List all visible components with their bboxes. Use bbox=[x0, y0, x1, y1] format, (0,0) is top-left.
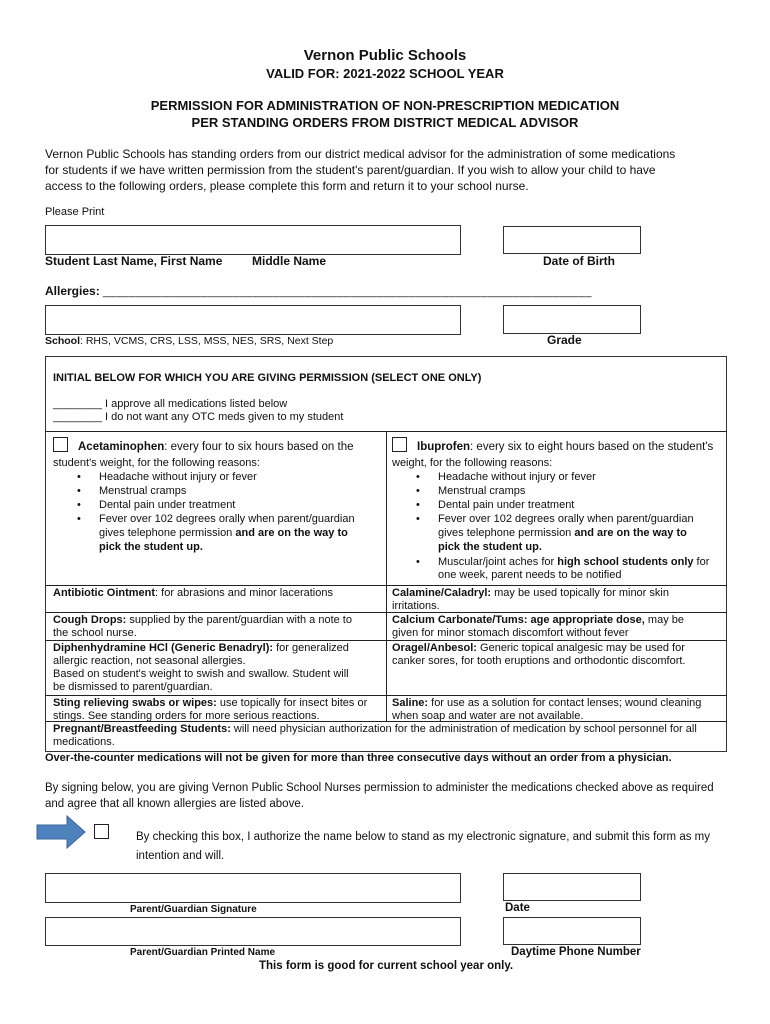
valid-year: VALID FOR: 2021-2022 SCHOOL YEAR bbox=[266, 66, 504, 81]
sting-desc2: stings. See standing orders for more serious reactions. bbox=[53, 710, 320, 722]
grade-input[interactable] bbox=[503, 305, 641, 334]
ibuprofen-reasons bbox=[392, 470, 724, 526]
preg-name: Pregnant/Breastfeeding Students: bbox=[53, 723, 231, 735]
oragel-name: Oragel/Anbesol: bbox=[392, 642, 477, 654]
saline-desc: for use as a solution for contact lenses; wound cleaning bbox=[428, 697, 702, 709]
form-title-line1: PERMISSION FOR ADMINISTRATION OF NON-PRESCRIPTION MEDICATION bbox=[150, 98, 620, 113]
reason-item: • Dental pain under treatment bbox=[392, 498, 724, 512]
auth-line: intention and will. bbox=[136, 850, 225, 862]
acetaminophen-cont bbox=[53, 526, 383, 554]
antibiotic-name: Antibiotic Ointment bbox=[53, 587, 156, 599]
acetaminophen-section bbox=[53, 437, 383, 554]
ibuprofen-cont1b: and are on the way to bbox=[571, 527, 687, 539]
saline-name: Saline: bbox=[392, 697, 429, 709]
diphen-name: Diphenhydramine HCl (Generic Benadryl): bbox=[53, 642, 274, 654]
acetaminophen-reasons bbox=[53, 470, 383, 526]
parent-signature-input[interactable] bbox=[45, 873, 461, 903]
preg-desc2: medications. bbox=[53, 736, 115, 748]
permission-heading: INITIAL BELOW FOR WHICH YOU ARE GIVING PERMISSION (SELECT ONE ONLY) bbox=[53, 372, 482, 384]
intro-line: for students if we have written permission from the student's parent/guardian. If you wish to allow your child to have bbox=[45, 163, 656, 177]
preg-desc: will need physician authorization for the administration of medication by school personnel for all bbox=[230, 723, 697, 735]
decline-otc-option[interactable]: ________ I do not want any OTC meds given to my student bbox=[53, 411, 344, 423]
calcium-cell bbox=[392, 614, 724, 640]
diphen-desc2: allergic reaction, not seasonal allergies. bbox=[53, 655, 246, 667]
signing-line: and agree that all known allergies are listed above. bbox=[45, 798, 304, 810]
ibuprofen-name: Ibuprofen bbox=[417, 441, 471, 453]
reason-item bbox=[392, 555, 724, 569]
phone-input[interactable] bbox=[503, 917, 641, 945]
org-title: Vernon Public Schools bbox=[303, 47, 467, 64]
calcium-name: Calcium Carbonate/Tums: age appropriate dose, bbox=[392, 614, 645, 626]
parent-printed-name-label: Parent/Guardian Printed Name bbox=[130, 947, 276, 958]
reason-item: • Menstrual cramps bbox=[392, 484, 724, 498]
middle-name-label: Middle Name bbox=[252, 254, 327, 268]
cough-cell bbox=[53, 614, 383, 640]
date-label: Date bbox=[505, 902, 530, 914]
student-name-input[interactable] bbox=[45, 225, 461, 255]
date-input[interactable] bbox=[503, 873, 641, 901]
ibuprofen-cont bbox=[392, 526, 724, 554]
parent-signature-label: Parent/Guardian Signature bbox=[130, 904, 257, 915]
footer-note: This form is good for current school year only. bbox=[259, 960, 514, 972]
calamine-desc2: irritations. bbox=[392, 600, 440, 612]
reason-item: • Fever over 102 degrees orally when parent/guardian bbox=[392, 512, 724, 526]
school-input[interactable] bbox=[45, 305, 461, 335]
signing-paragraph bbox=[45, 780, 745, 812]
school-label: School bbox=[45, 335, 81, 347]
school-options: : RHS, VCMS, CRS, LSS, MSS, NES, SRS, Next Step bbox=[80, 335, 334, 347]
reason-item: • Headache without injury or fever bbox=[53, 470, 383, 484]
acetaminophen-cont1b: and are on the way to bbox=[232, 527, 348, 539]
calcium-desc2: given for minor stomach discomfort without fever bbox=[392, 627, 629, 639]
diphenhydramine-cell bbox=[53, 642, 383, 694]
sting-desc: use topically for insect bites or bbox=[216, 697, 368, 709]
oragel-desc: Generic topical analgesic may be used for bbox=[476, 642, 685, 654]
school-label-row bbox=[45, 335, 333, 347]
ibuprofen-desc2: weight, for the following reasons: bbox=[392, 457, 553, 469]
reason-item: • Dental pain under treatment bbox=[53, 498, 383, 512]
allergies-label: Allergies: bbox=[45, 284, 100, 298]
acetaminophen-checkbox[interactable] bbox=[53, 437, 68, 452]
antibiotic-desc: : for abrasions and minor lacerations bbox=[155, 587, 333, 599]
intro-paragraph bbox=[45, 146, 735, 194]
otc-notice: Over-the-counter medications will not be given for more than three consecutive days without an order from a physician. bbox=[45, 752, 672, 764]
muscular-line2: one week, parent needs to be notified bbox=[438, 569, 622, 581]
phone-label: Daytime Phone Number bbox=[511, 946, 641, 958]
acetaminophen-cont1: gives telephone permission bbox=[99, 527, 233, 539]
dob-label: Date of Birth bbox=[543, 254, 615, 268]
intro-line: Vernon Public Schools has standing orders from our district medical advisor for the administration of some medications bbox=[45, 147, 676, 161]
approve-all-option[interactable]: ________ I approve all medications listed below bbox=[53, 398, 288, 410]
sting-cell bbox=[53, 697, 383, 723]
form-title-line2: PER STANDING ORDERS FROM DISTRICT MEDICAL ADVISOR bbox=[191, 115, 579, 130]
ibuprofen-desc: : every six to eight hours based on the student's bbox=[470, 441, 714, 453]
intro-line: access to the following orders, please complete this form and return it to your school nurse. bbox=[45, 179, 529, 193]
please-print: Please Print bbox=[45, 206, 105, 218]
oragel-cell bbox=[392, 642, 724, 668]
grade-label: Grade bbox=[547, 333, 582, 347]
e-signature-text bbox=[136, 828, 736, 866]
auth-line: By checking this box, I authorize the name below to stand as my electronic signature, and submit this form as my bbox=[136, 831, 710, 843]
ibuprofen-section bbox=[392, 437, 724, 582]
e-signature-checkbox[interactable] bbox=[94, 824, 109, 839]
oragel-desc2: canker sores, for tooth eruptions and orthodontic discomfort. bbox=[392, 655, 686, 667]
student-name-label: Student Last Name, First Name bbox=[45, 254, 223, 268]
allergies-line[interactable]: ___________________________________________________________________________ bbox=[103, 286, 592, 298]
pregnant-cell bbox=[53, 723, 725, 749]
cough-desc2: the school nurse. bbox=[53, 627, 137, 639]
calamine-name: Calamine/Caladryl: bbox=[392, 587, 492, 599]
calcium-desc: may be bbox=[644, 614, 684, 626]
acetaminophen-name: Acetaminophen bbox=[78, 441, 165, 453]
antibiotic-cell bbox=[53, 587, 383, 600]
diphen-desc4: be dismissed to parent/guardian. bbox=[53, 681, 213, 693]
allergies-row bbox=[45, 284, 592, 298]
signing-line: By signing below, you are giving Vernon Public School Nurses permission to administer the medications checked above as required bbox=[45, 782, 714, 794]
muscular-tail: for bbox=[693, 556, 710, 568]
dob-input[interactable] bbox=[503, 226, 641, 254]
reason-item: • Fever over 102 degrees orally when parent/guardian bbox=[53, 512, 383, 526]
saline-desc2: when soap and water are not available. bbox=[392, 710, 584, 722]
saline-cell bbox=[392, 697, 724, 723]
calamine-desc: may be used topically for minor skin bbox=[491, 587, 669, 599]
ibuprofen-heading bbox=[392, 437, 724, 454]
ibuprofen-cont1: gives telephone permission bbox=[438, 527, 572, 539]
diphen-desc3: Based on student's weight to swish and swallow. Student will bbox=[53, 668, 349, 680]
divider bbox=[386, 431, 387, 721]
cough-desc: supplied by the parent/guardian with a note to bbox=[126, 614, 352, 626]
acetaminophen-desc2: student's weight, for the following reasons: bbox=[53, 457, 260, 469]
sting-name: Sting relieving swabs or wipes: bbox=[53, 697, 217, 709]
reason-item: • Menstrual cramps bbox=[53, 484, 383, 498]
ibuprofen-cont2: pick the student up. bbox=[438, 541, 542, 553]
ibuprofen-checkbox[interactable] bbox=[392, 437, 407, 452]
cough-name: Cough Drops: bbox=[53, 614, 127, 626]
calamine-cell bbox=[392, 587, 724, 613]
acetaminophen-cont2: pick the student up. bbox=[99, 541, 203, 553]
parent-printed-name-input[interactable] bbox=[45, 917, 461, 946]
acetaminophen-desc: : every four to six hours based on the bbox=[164, 441, 354, 453]
acetaminophen-heading bbox=[53, 437, 383, 454]
diphen-desc: for generalized bbox=[273, 642, 349, 654]
muscular-text: Muscular/joint aches for bbox=[438, 556, 558, 568]
ibuprofen-muscular bbox=[392, 555, 724, 569]
arrow-right-icon bbox=[35, 814, 87, 850]
reason-item: • Headache without injury or fever bbox=[392, 470, 724, 484]
muscular-emph: high school students only bbox=[557, 556, 694, 568]
